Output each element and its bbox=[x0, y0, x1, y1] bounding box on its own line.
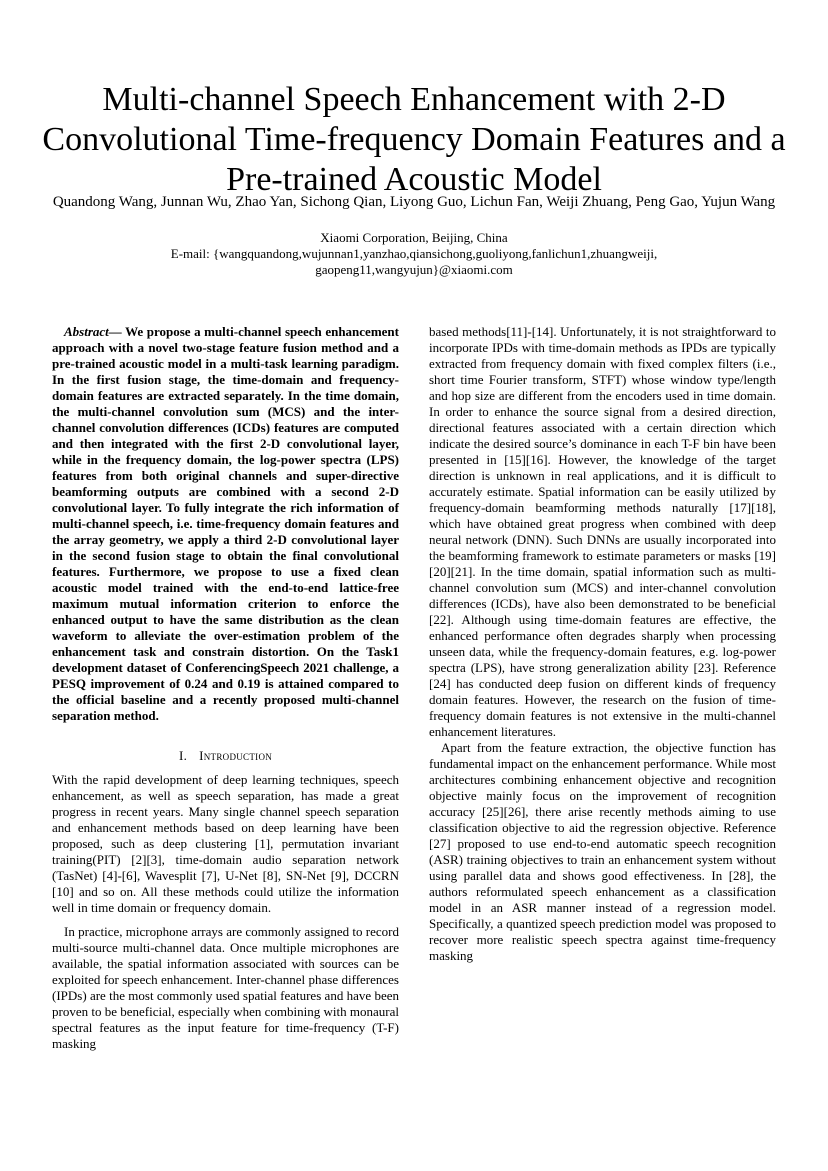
right-paragraph-1: based methods[11]-[14]. Unfortunately, it is not straightforward to incorporate IPDs with time-domain methods as IPDs are typically extracted from frequency domain with fixed complex filters (i.e., short time Fourier transform, STFT) whose window type/length and hop size are different from the encoders used in time domain. In order to enhance the source signal from a desired direction, directional features associated with a certain direction which indicate the desired source’s dominance in each T-F bin have been presented in [15][16]. However, the knowledge of the target direction is unknown in real applications, and it is difficult to accurately estimate. Spatial information can be easily utilized by frequency-domain beamforming methods naturally [17][18], which have obtained great progress when combined with deep neural network (DNN). Such DNNs are usually incorporated into the beamforming framework to estimate parameters or masks [19][20][21]. In the time domain, spatial information such as multi-channel convolution sum (MCS) and inter-channel convolution differences (ICDs), have also been demonstrated to be beneficial [22]. Although using time-domain features are effective, the enhanced performance often degrades sharply when processing unseen data, while the frequency-domain features, e.g. log-power spectra (LPS), have strong generalization ability [23]. Reference [24] has conducted deep fusion on different kinds of frequency domain features. However, the research on the fusion of time-frequency domain features is not extensive in the multi-channel enhancement literatures. bbox=[429, 324, 776, 739]
author-list: Quandong Wang, Junnan Wu, Zhao Yan, Sichong Qian, Liyong Guo, Lichun Fan, Weiji Zhuang, Peng Gao, Yujun Wang bbox=[52, 194, 776, 210]
paper-title: Multi-channel Speech Enhancement with 2-D Convolutional Time-frequency Domain Features and a Pre-trained Acoustic Model bbox=[42, 81, 786, 198]
intro-paragraph-1: With the rapid development of deep learning techniques, speech enhancement, as well as speech separation, has made a great progress in recent years. Many single channel speech separation and enhancement methods based on deep learning have been proposed, such as deep clustering [1], permutation invariant training(PIT) [2][3], time-domain audio separation network (TasNet) [4]-[6], Wavesplit [7], U-Net [8], SN-Net [9], DCCRN [10] and so on. All these methods could utilize the information well in time domain or frequency domain. bbox=[52, 772, 399, 915]
affiliation: Xiaomi Corporation, Beijing, China bbox=[320, 230, 508, 245]
intro-paragraph-2: In practice, microphone arrays are commonly assigned to record multi-source multi-channel data. Once multiple microphones are available, the spatial information associated with sources can be exploited for speech enhancement. Inter-channel phase differences (IPDs) are the most commonly used spatial features and have been proven to be beneficial, especially when combining with monaural spectral features as the input feature for time-frequency (T-F) masking bbox=[52, 924, 399, 1051]
right-column bbox=[429, 324, 776, 964]
abstract bbox=[52, 324, 399, 724]
section-title: Introduction bbox=[199, 748, 273, 763]
section-heading-introduction bbox=[52, 748, 399, 764]
email-line: E-mail: {wangquandong,wujunnan1,yanzhao,qiansichong,guoliyong,fanlichun1,zhuangweiji, gaopeng11,wangyujun}@xiaomi.com bbox=[170, 246, 658, 277]
section-number: I. bbox=[178, 748, 188, 763]
right-paragraph-2: Apart from the feature extraction, the objective function has fundamental impact on the enhancement performance. While most architectures combining enhancement objective and recognition objective mainly focus on the improvement of recognition accuracy [25][26], there arise recently methods aiming to use classification objective to aid the regression objective. Reference [27] proposed to use end-to-end automatic speech recognition (ASR) training objectives to train an enhancement system without using parallel data and shows good effectiveness. In [28], the authors reformulated speech enhancement as a classification model in an ASR manner instead of a regression model. Specifically, a quantized speech prediction model was proposed to recover more realistic speech spectra against time-frequency masking bbox=[429, 740, 776, 963]
abstract-label: Abstract— bbox=[64, 324, 122, 339]
left-column bbox=[52, 324, 399, 1052]
abstract-text: We propose a multi-channel speech enhancement approach with a novel two-stage feature fusion method and a pre-trained acoustic model in a multi-task learning paradigm. In the first fusion stage, the time-domain and frequency-domain features are extracted separately. In the time domain, the multi-channel convolution sum (MCS) and the inter-channel convolution differences (ICDs) features are computed and then integrated with the first 2-D convolutional layer, while in the frequency domain, the log-power spectra (LPS) features from both original channels and super-directive beamforming outputs are combined with a second 2-D convolutional layer. To fully integrate the rich information of multi-channel speech, i.e. time-frequency domain features and the array geometry, we apply a third 2-D convolutional layer in the second fusion stage to obtain the final convolutional features. Furthermore, we propose to use a fixed clean acoustic model trained with the end-to-end lattice-free maximum mutual information criterion to enforce the enhanced output to have the same distribution as the clean waveform to alleviate the over-estimation problem of the enhancement task and constrain distortion. On the Task1 development dataset of ConferencingSpeech 2021 challenge, a PESQ improvement of 0.24 and 0.19 is attained compared to the official baseline and a recently proposed multi-channel separation method. bbox=[52, 324, 399, 723]
